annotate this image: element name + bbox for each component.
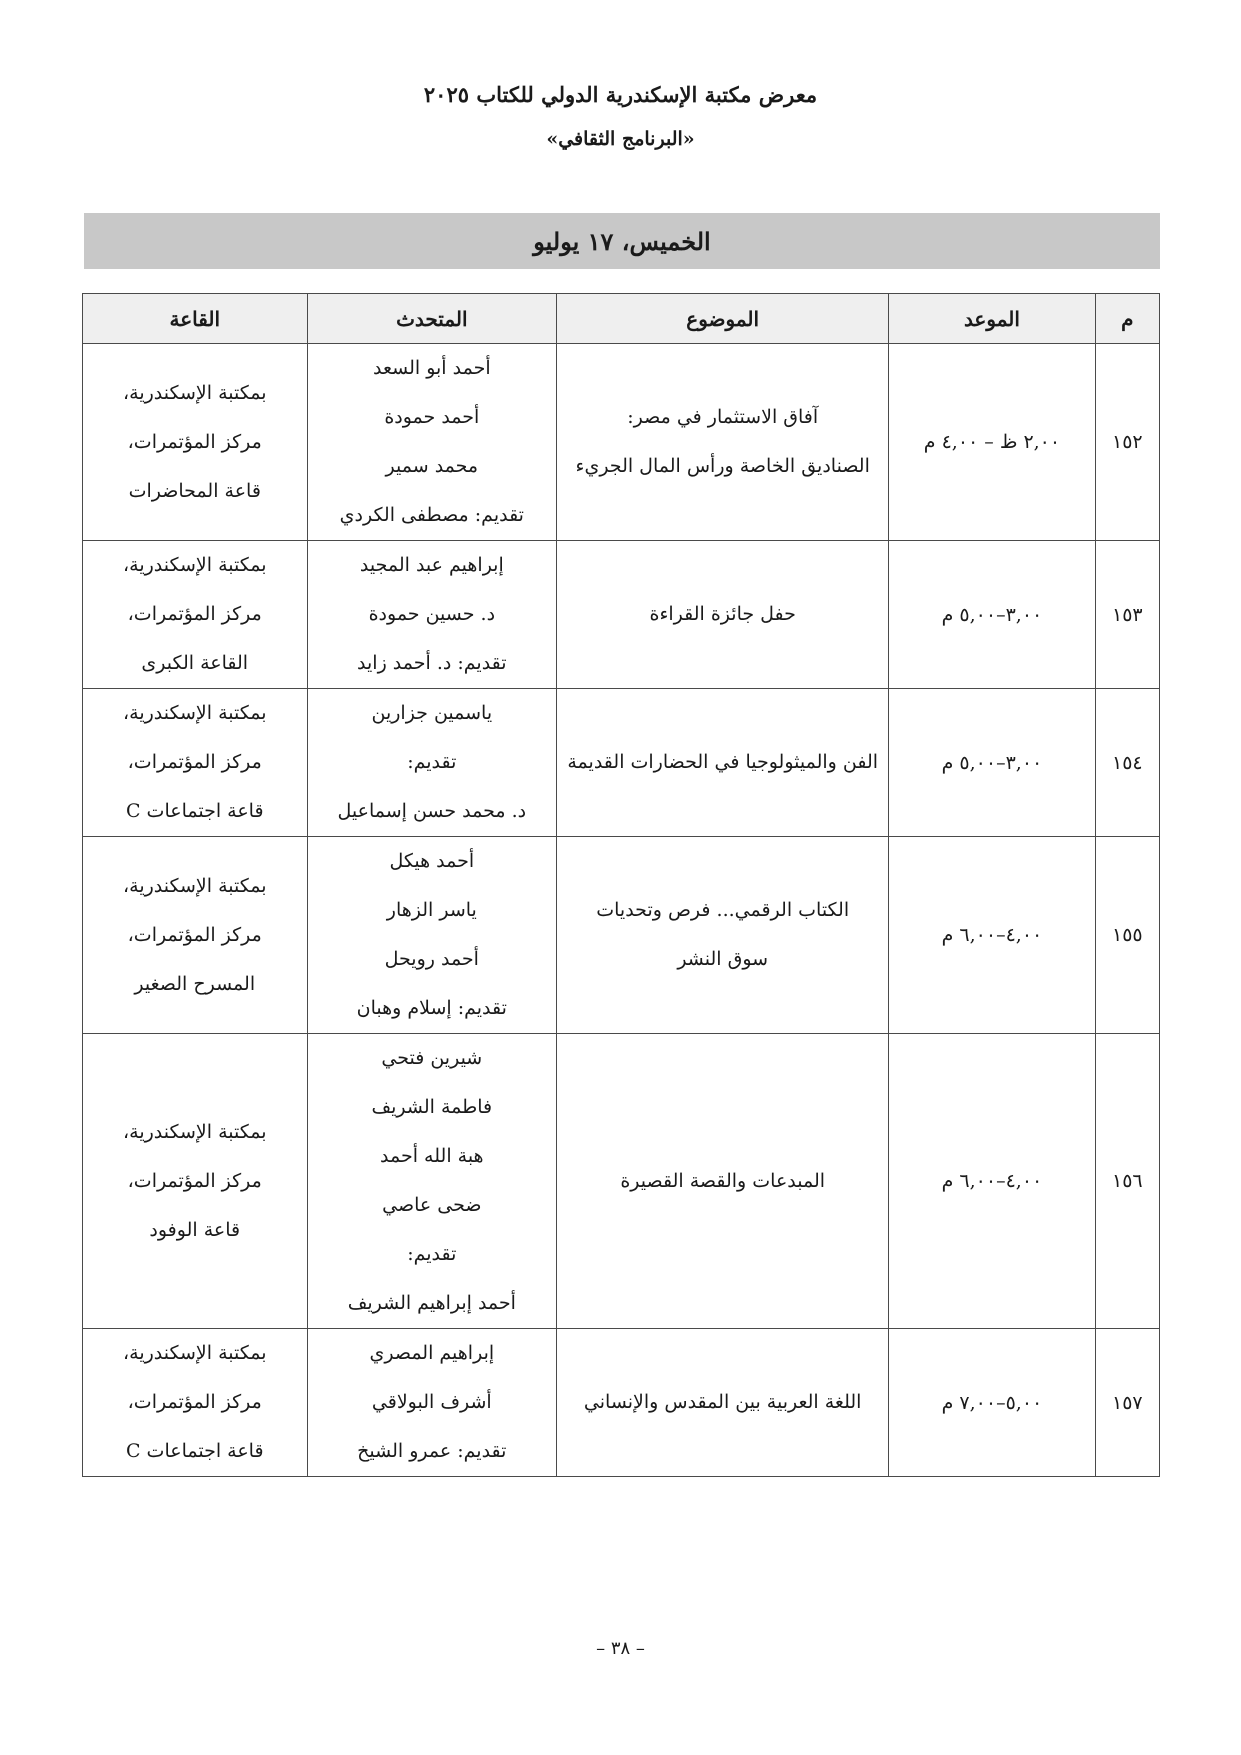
- topic-line: المبدعات والقصة القصيرة: [620, 1169, 826, 1192]
- topic-line: الصناديق الخاصة ورأس المال الجريء: [575, 455, 870, 477]
- speaker-name: تقديم:: [407, 751, 457, 773]
- session-speakers: [307, 837, 557, 1034]
- speaker-name: ضحى عاصي: [382, 1194, 482, 1216]
- venue-line: قاعة المحاضرات: [128, 479, 261, 502]
- session-time: ٣,٠٠–٥,٠٠ م: [889, 689, 1095, 837]
- speaker-name: ياسمين جزارين: [371, 702, 493, 724]
- venue-line: بمكتبة الإسكندرية،: [123, 554, 267, 576]
- topic-line: حفل جائزة القراءة: [649, 603, 796, 625]
- session-venue: [83, 541, 308, 689]
- session-time: ٥,٠٠–٧,٠٠ م: [889, 1329, 1095, 1477]
- topic-line: سوق النشر: [677, 948, 769, 970]
- speaker-name: د. حسين حمودة: [368, 603, 496, 625]
- table-row: [83, 689, 1160, 837]
- document-subtitle: «البرنامج الثقافي»: [546, 128, 695, 150]
- speaker-name: هبة الله أحمد: [380, 1145, 484, 1167]
- column-header-topic: الموضوع: [557, 294, 889, 344]
- venue-line: مركز المؤتمرات،: [127, 430, 262, 453]
- topic-line: الفن والميثولوجيا في الحضارات القديمة: [567, 751, 879, 773]
- session-topic: [557, 689, 889, 837]
- venue-line: قاعة اجتماعات C: [125, 1440, 264, 1462]
- session-topic: [557, 1034, 889, 1329]
- page-number: – ٣٨ –: [596, 1638, 645, 1659]
- session-venue: [83, 344, 308, 541]
- venue-line: المسرح الصغير: [134, 972, 256, 995]
- schedule-table: [82, 293, 1160, 1477]
- session-time: ٣,٠٠–٥,٠٠ م: [889, 541, 1095, 689]
- session-number: ١٥٦: [1095, 1034, 1159, 1329]
- venue-line: قاعة الوفود: [149, 1218, 241, 1241]
- speaker-name: أشرف البولاقي: [371, 1391, 492, 1413]
- session-topic: [557, 541, 889, 689]
- speaker-name: محمد سمير: [385, 455, 479, 477]
- speaker-name: فاطمة الشريف: [371, 1096, 493, 1118]
- table-header-row: [83, 294, 1160, 344]
- speaker-name: تقديم: إسلام وهبان: [356, 997, 507, 1019]
- table-row: [83, 837, 1160, 1034]
- column-header-speaker: المتحدث: [307, 294, 557, 344]
- session-venue: [83, 1034, 308, 1329]
- table-row: [83, 1034, 1160, 1329]
- session-topic: [557, 344, 889, 541]
- page-header: [0, 78, 1241, 154]
- session-time: ٤,٠٠–٦,٠٠ م: [889, 1034, 1095, 1329]
- session-speakers: [307, 689, 557, 837]
- session-venue: [83, 837, 308, 1034]
- session-venue: [83, 1329, 308, 1477]
- venue-line: مركز المؤتمرات،: [127, 1391, 262, 1413]
- venue-line: مركز المؤتمرات،: [127, 923, 262, 946]
- venue-line: مركز المؤتمرات،: [127, 603, 262, 625]
- session-topic: [557, 1329, 889, 1477]
- speaker-name: ياسر الزهار: [386, 899, 477, 921]
- session-number: ١٥٢: [1095, 344, 1159, 541]
- venue-line: بمكتبة الإسكندرية،: [123, 702, 267, 724]
- speaker-name: شيرين فتحي: [381, 1047, 483, 1069]
- speaker-name: أحمد حمودة: [384, 406, 480, 428]
- speaker-name: تقديم: مصطفى الكردي: [339, 504, 524, 526]
- speaker-name: إبراهيم المصري: [369, 1342, 495, 1364]
- session-time: ٢,٠٠ ظ – ٤,٠٠ م: [889, 344, 1095, 541]
- table-row: [83, 541, 1160, 689]
- session-number: ١٥٧: [1095, 1329, 1159, 1477]
- speaker-name: أحمد أبو السعد: [373, 357, 491, 379]
- table-row: [83, 344, 1160, 541]
- session-speakers: [307, 1329, 557, 1477]
- session-speakers: [307, 344, 557, 541]
- venue-line: بمكتبة الإسكندرية،: [123, 1120, 267, 1143]
- table-row: [83, 1329, 1160, 1477]
- venue-line: مركز المؤتمرات،: [127, 1169, 262, 1192]
- venue-line: قاعة اجتماعات C: [125, 800, 264, 822]
- session-time: ٤,٠٠–٦,٠٠ م: [889, 837, 1095, 1034]
- session-number: ١٥٥: [1095, 837, 1159, 1034]
- session-speakers: [307, 1034, 557, 1329]
- day-banner: الخميس، ١٧ يوليو: [84, 213, 1160, 269]
- topic-line: آفاق الاستثمار في مصر:: [627, 406, 819, 428]
- speaker-name: أحمد رويحل: [384, 948, 479, 970]
- session-venue: [83, 689, 308, 837]
- speaker-name: أحمد إبراهيم الشريف: [347, 1292, 516, 1314]
- topic-line: اللغة العربية بين المقدس والإنساني: [583, 1391, 862, 1413]
- speaker-name: تقديم: د. أحمد زايد: [357, 652, 507, 674]
- venue-line: بمكتبة الإسكندرية،: [123, 381, 267, 404]
- speaker-name: د. محمد حسن إسماعيل: [337, 800, 527, 822]
- speaker-name: تقديم:: [407, 1243, 457, 1265]
- session-topic: [557, 837, 889, 1034]
- speaker-name: تقديم: عمرو الشيخ: [357, 1440, 507, 1462]
- venue-line: مركز المؤتمرات،: [127, 751, 262, 773]
- speaker-name: إبراهيم عبد المجيد: [359, 554, 504, 576]
- column-header-time: الموعد: [889, 294, 1095, 344]
- speaker-name: أحمد هيكل: [389, 850, 475, 872]
- session-speakers: [307, 541, 557, 689]
- session-number: ١٥٣: [1095, 541, 1159, 689]
- venue-line: بمكتبة الإسكندرية،: [123, 874, 267, 897]
- session-number: ١٥٤: [1095, 689, 1159, 837]
- venue-line: القاعة الكبرى: [141, 652, 249, 674]
- document-title: معرض مكتبة الإسكندرية الدولي للكتاب ٢٠٢٥: [423, 82, 818, 107]
- venue-line: بمكتبة الإسكندرية،: [123, 1342, 267, 1364]
- topic-line: الكتاب الرقمي... فرص وتحديات: [596, 899, 850, 921]
- column-header-number: م: [1095, 294, 1159, 344]
- schedule-body: [83, 344, 1160, 1477]
- column-header-venue: القاعة: [83, 294, 308, 344]
